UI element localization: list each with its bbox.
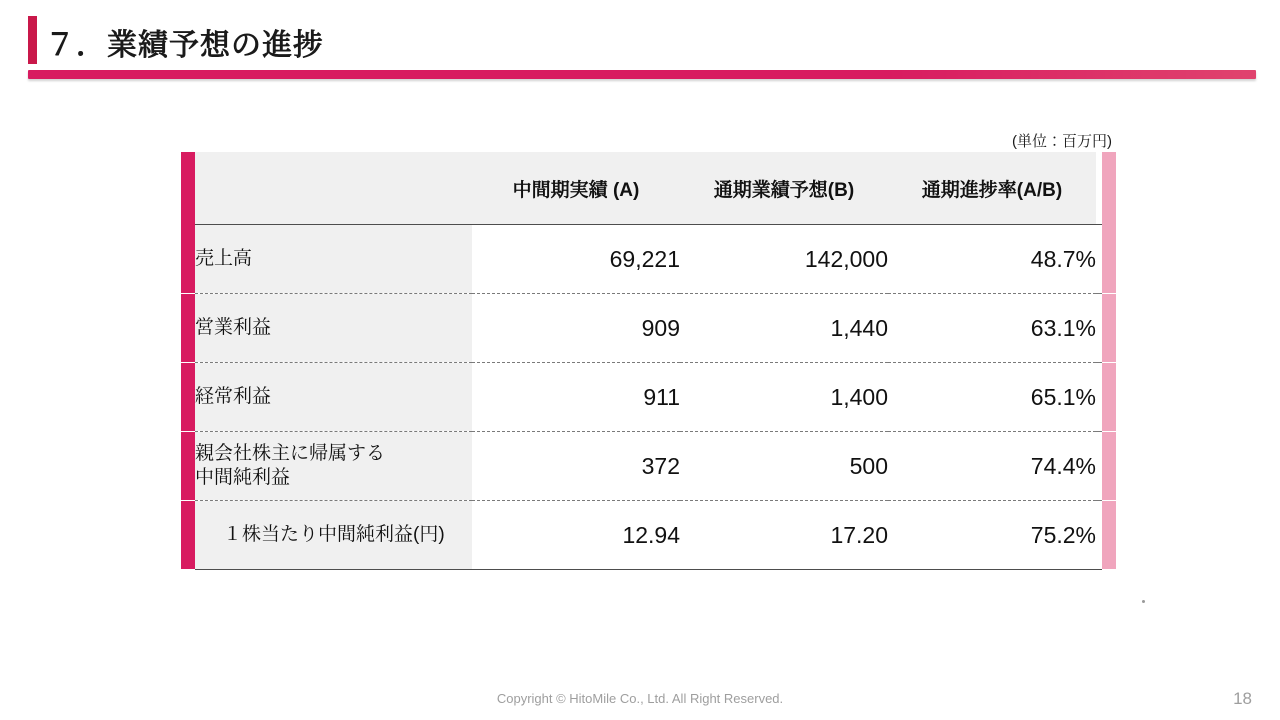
- table-row: [181, 294, 1116, 363]
- cell-eps-forecast: 17.20: [830, 521, 888, 548]
- row-label-sales: 売上高: [195, 225, 472, 294]
- row-accent-right: [1102, 432, 1116, 501]
- row-accent-left: [181, 363, 195, 432]
- cell-eps-actual: 12.94: [622, 521, 680, 548]
- cell-ordinary-income-progress: 65.1%: [1030, 383, 1096, 410]
- row-accent-right: [1102, 363, 1116, 432]
- row-label-net-income: [195, 432, 472, 501]
- cell-net-income-actual: 372: [641, 452, 680, 479]
- table-header-actual: 中間期実績 (A): [472, 152, 680, 225]
- slide-title-block: [0, 0, 1280, 92]
- row-label-operating-income: 営業利益: [195, 294, 472, 363]
- table-row: [181, 501, 1116, 570]
- table-row: [181, 225, 1116, 294]
- table-header-forecast: 通期業績予想(B): [680, 152, 888, 225]
- row-accent-left: [181, 225, 195, 294]
- title-underline: [28, 70, 1256, 79]
- page-number: 18: [1233, 689, 1252, 708]
- row-accent-left: [181, 294, 195, 363]
- row-accent-left: [181, 152, 195, 225]
- row-label-net-income-line2: 中間純利益: [195, 467, 291, 488]
- row-label-net-income-line1: 親会社株主に帰属する: [195, 443, 386, 465]
- table-row: [181, 432, 1116, 501]
- title-accent-bar: [28, 16, 37, 64]
- cell-ordinary-income-actual: 911: [643, 383, 680, 410]
- cell-net-income-progress: 74.4%: [1030, 452, 1096, 479]
- table-row: [181, 363, 1116, 432]
- row-accent-right: [1102, 152, 1116, 225]
- cell-operating-income-forecast: 1,440: [830, 314, 888, 341]
- cell-net-income-forecast: 500: [849, 452, 888, 479]
- row-accent-right: [1102, 501, 1116, 570]
- table-header-blank: [195, 152, 472, 225]
- table-header-row: [181, 152, 1116, 225]
- cell-sales-forecast: 142,000: [804, 245, 888, 272]
- cell-sales-progress: 48.7%: [1030, 245, 1096, 272]
- cell-ordinary-income-forecast: 1,400: [830, 383, 888, 410]
- cell-sales-actual: 69,221: [609, 245, 680, 272]
- cell-operating-income-actual: 909: [641, 314, 680, 341]
- footer-copyright: Copyright © HitoMile Co., Ltd. All Right Reserved.: [496, 691, 784, 706]
- unit-note: (単位：百万円): [1012, 133, 1112, 150]
- row-label-eps: １株当たり中間純利益(円): [195, 501, 472, 570]
- cell-operating-income-progress: 63.1%: [1030, 314, 1096, 341]
- table-bottom-border: [181, 569, 1116, 570]
- row-label-ordinary-income: 経常利益: [195, 363, 472, 432]
- page-title: ７．業績予想の進捗: [45, 29, 324, 62]
- row-accent-left: [181, 432, 195, 501]
- decorative-dot: [1142, 600, 1145, 603]
- row-accent-right: [1102, 294, 1116, 363]
- row-accent-right: [1102, 225, 1116, 294]
- row-accent-left: [181, 501, 195, 570]
- cell-eps-progress: 75.2%: [1030, 521, 1096, 548]
- table-header-progress: 通期進捗率(A/B): [888, 152, 1096, 225]
- financial-table: [181, 152, 1115, 570]
